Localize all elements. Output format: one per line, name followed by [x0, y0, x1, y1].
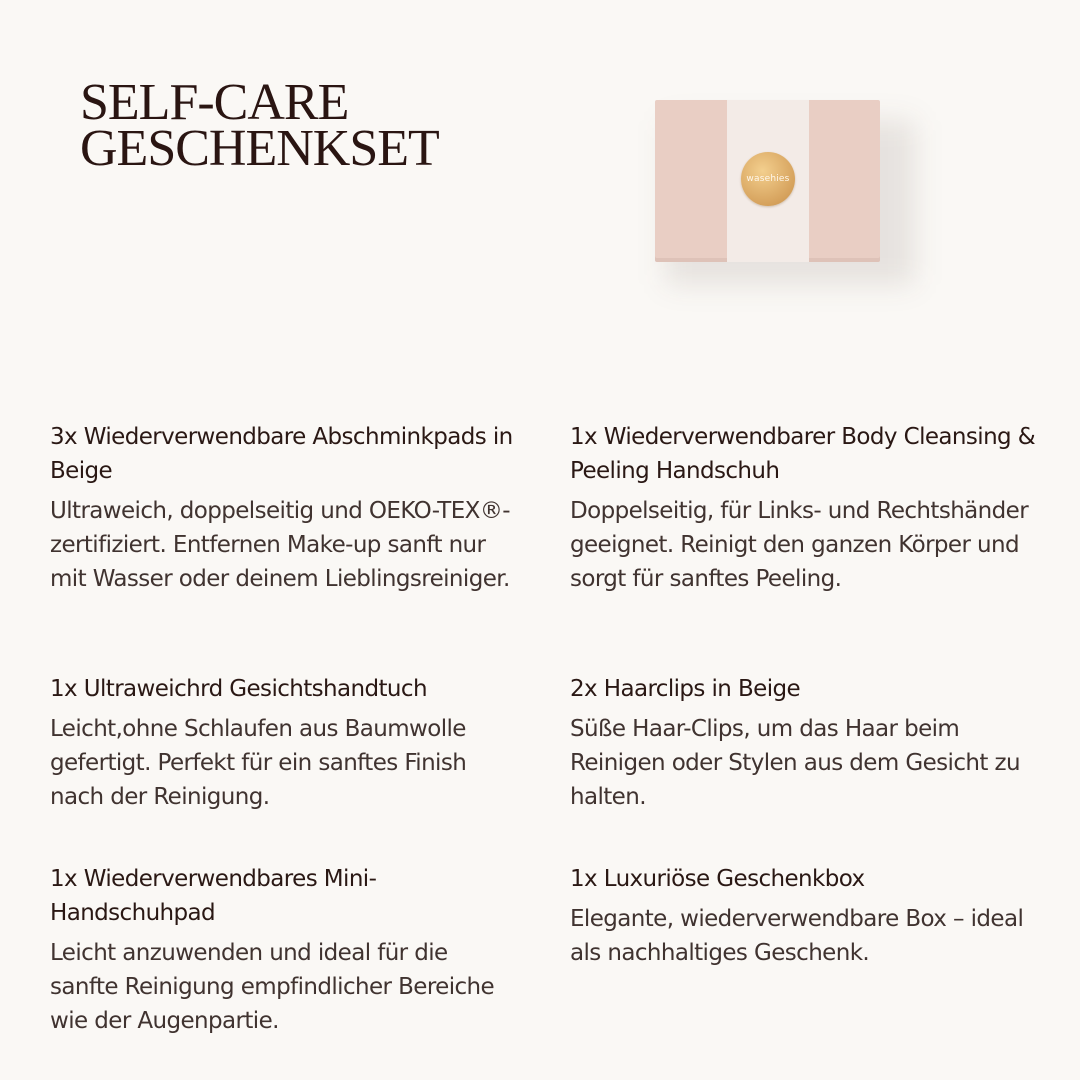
- feature-title: 1x Luxuriöse Geschenkbox: [570, 866, 865, 892]
- brand-seal-logo: [741, 152, 795, 206]
- box-band: [727, 100, 809, 262]
- feature-item-body-handschuh: [570, 420, 1040, 596]
- page-title: [80, 74, 439, 177]
- feature-title: 3x Wiederverwendbare Abschminkpads in Beige: [50, 424, 513, 484]
- feature-item-geschenkbox: [570, 862, 1040, 970]
- feature-title: 1x Wiederverwendbarer Body Cleansing & Peeling Handschuh: [570, 424, 1036, 484]
- feature-title: 2x Haarclips in Beige: [570, 676, 801, 702]
- feature-description: Doppelseitig, für Links- und Rechtshänder geeignet. Reinigt den ganzen Körper und sorgt für sanftes Peeling.: [570, 498, 1029, 592]
- title-line-2: GESCHENKSET: [80, 120, 439, 177]
- feature-title: 1x Wiederverwendbares Mini-Handschuhpad: [50, 866, 377, 926]
- feature-description: Elegante, wiederverwendbare Box – ideal als nachhaltiges Geschenk.: [570, 906, 1024, 966]
- feature-title: 1x Ultraweichrd Gesichtshandtuch: [50, 676, 427, 702]
- feature-description: Süße Haar-Clips, um das Haar beim Reinigen oder Stylen aus dem Gesicht zu halten.: [570, 716, 1020, 810]
- feature-description: Leicht,ohne Schlaufen aus Baumwolle gefertigt. Perfekt für ein sanftes Finish nach der Reinigung.: [50, 716, 467, 810]
- feature-item-abschminkpads: [50, 420, 520, 596]
- brand-seal-text: wasehies: [746, 174, 790, 184]
- feature-item-mini-handschuhpad: [50, 862, 520, 1038]
- feature-description: Ultraweich, doppelseitig und OEKO-TEX®-zertifiziert. Entfernen Make-up sanft nur mit Wasser oder deinem Lieblingsreiniger.: [50, 498, 510, 592]
- feature-description: Leicht anzuwenden und ideal für die sanfte Reinigung empfindlicher Bereiche wie der Augenpartie.: [50, 940, 495, 1034]
- product-gift-box-image: [655, 100, 880, 262]
- title-line-1: SELF-CARE: [80, 74, 349, 131]
- feature-item-gesichtshandtuch: [50, 672, 520, 814]
- feature-item-haarclips: [570, 672, 1040, 814]
